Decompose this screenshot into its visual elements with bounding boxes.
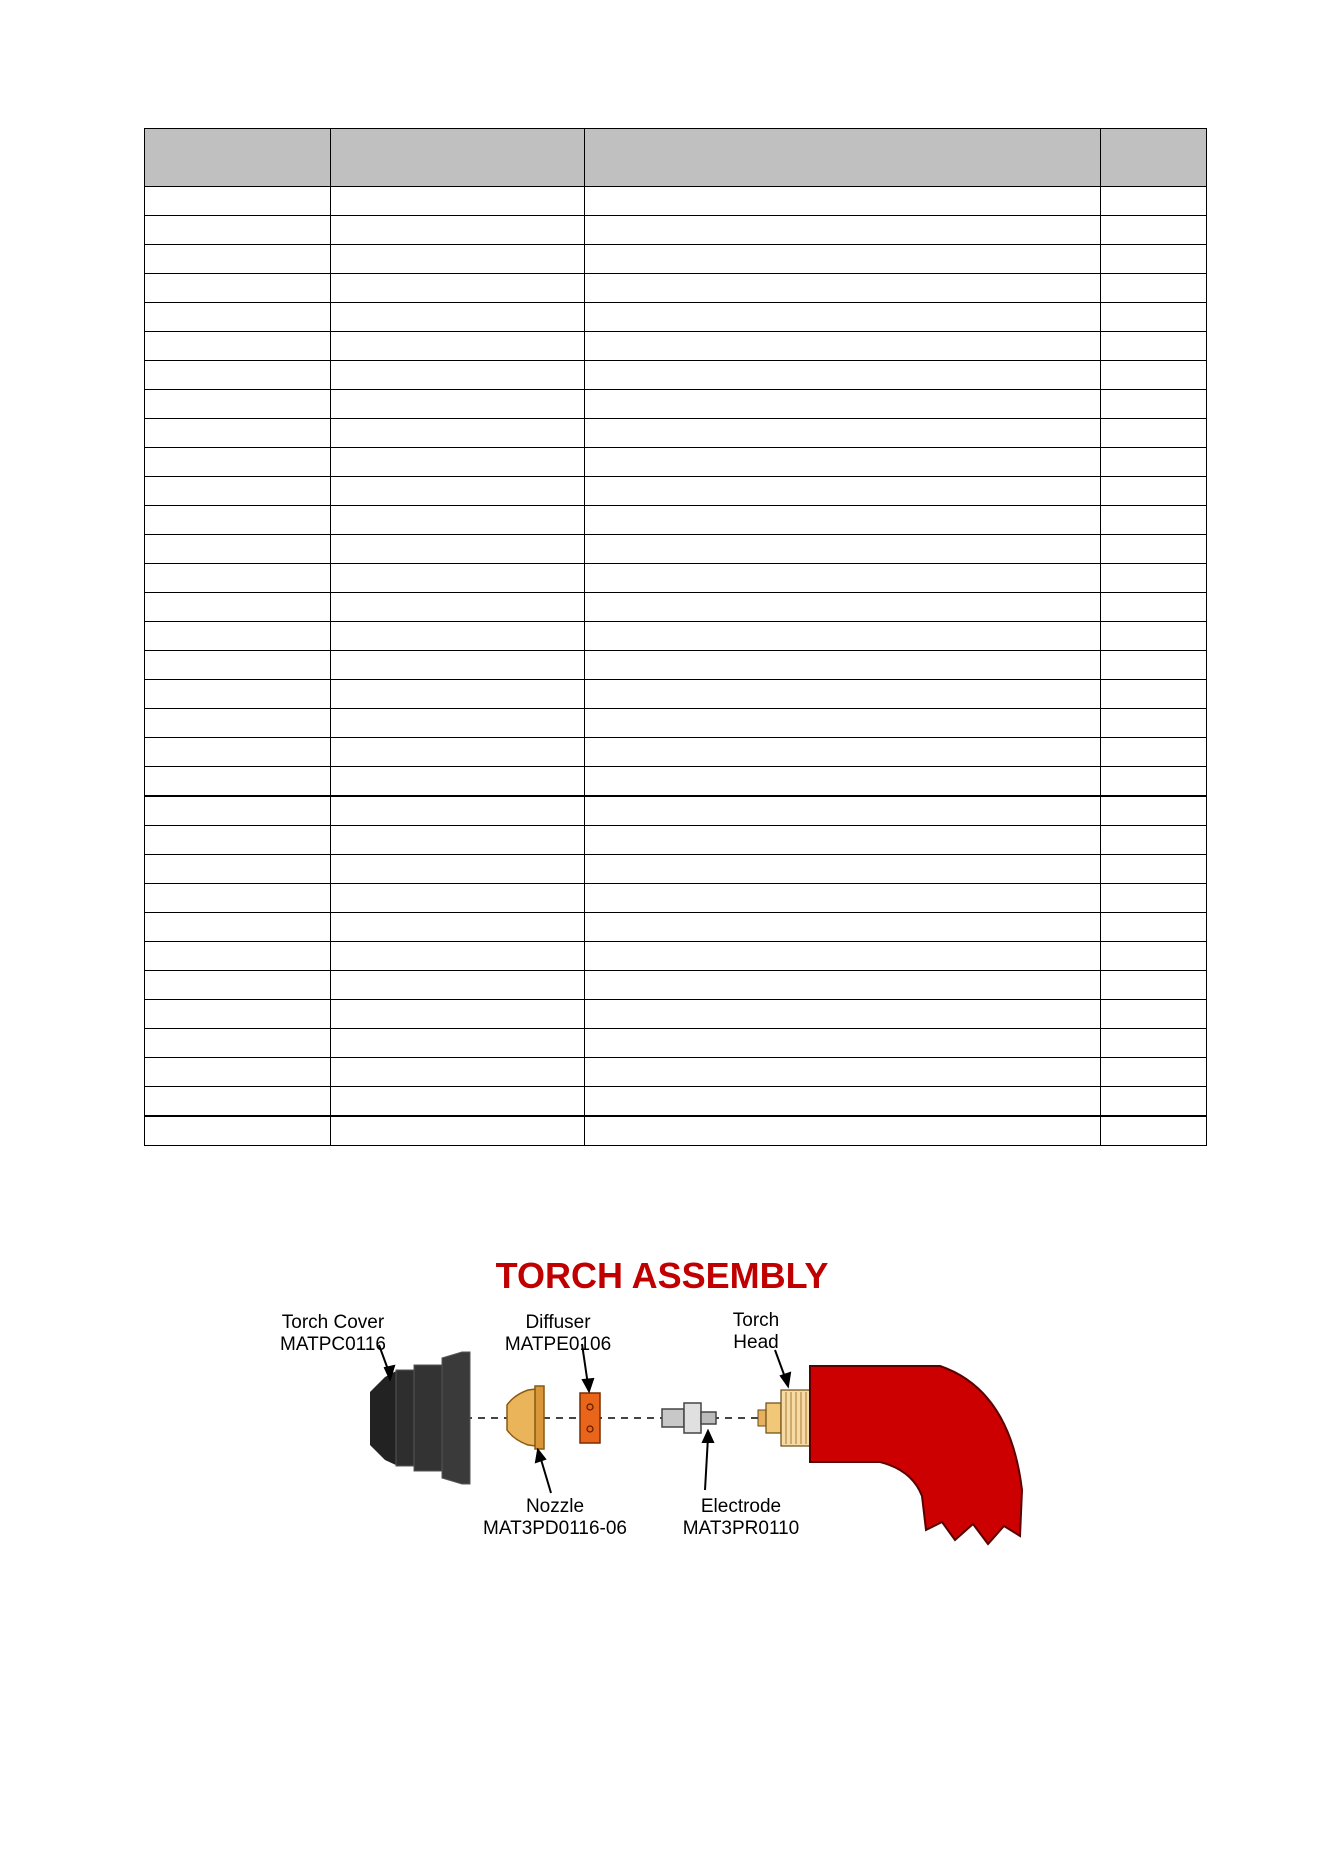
table-cell — [1101, 680, 1207, 709]
torch-assembly-diagram — [0, 1240, 1324, 1560]
table-cell — [1101, 187, 1207, 216]
table-cell — [585, 826, 1101, 855]
table-row — [145, 564, 1207, 593]
table-cell — [1101, 1087, 1207, 1117]
table-cell — [585, 477, 1101, 506]
table-row — [145, 477, 1207, 506]
table-cell — [1101, 419, 1207, 448]
table-cell — [331, 216, 585, 245]
table-cell — [331, 884, 585, 913]
table-cell — [145, 622, 331, 651]
table-cell — [585, 274, 1101, 303]
table-cell — [145, 913, 331, 942]
table-row — [145, 796, 1207, 826]
table-cell — [145, 680, 331, 709]
torch-head-part — [758, 1390, 811, 1446]
table-cell — [145, 477, 331, 506]
table-cell — [585, 796, 1101, 826]
table-cell — [585, 884, 1101, 913]
table-cell — [145, 187, 331, 216]
table-cell — [331, 680, 585, 709]
electrode-label: Electrode — [700, 1496, 782, 1517]
electrode-part — [662, 1403, 716, 1433]
table-cell — [1101, 767, 1207, 797]
table-cell — [1101, 303, 1207, 332]
table-row — [145, 303, 1207, 332]
table-row — [145, 651, 1207, 680]
table-cell — [585, 738, 1101, 767]
nozzle-part — [507, 1386, 544, 1449]
table-cell — [1101, 738, 1207, 767]
table-row — [145, 971, 1207, 1000]
table-cell — [331, 1058, 585, 1087]
table-cell — [145, 216, 331, 245]
table-row — [145, 535, 1207, 564]
table-cell — [585, 448, 1101, 477]
table-cell — [145, 419, 331, 448]
table-cell — [585, 651, 1101, 680]
torch-cover-part — [370, 1352, 470, 1484]
table-cell — [331, 477, 585, 506]
table-cell — [145, 1029, 331, 1058]
table-cell — [145, 332, 331, 361]
table-row — [145, 913, 1207, 942]
table-row — [145, 826, 1207, 855]
table-cell — [331, 506, 585, 535]
table-cell — [1101, 826, 1207, 855]
table-cell — [1101, 1000, 1207, 1029]
table-cell — [331, 245, 585, 274]
table-cell — [145, 1116, 331, 1146]
table-cell — [585, 855, 1101, 884]
table-cell — [145, 506, 331, 535]
table-cell — [145, 942, 331, 971]
table-cell — [585, 245, 1101, 274]
table-cell — [585, 332, 1101, 361]
table-cell — [585, 1087, 1101, 1117]
table-cell — [1101, 1116, 1207, 1146]
table-cell — [331, 187, 585, 216]
torch-head-label-line1: Torch — [732, 1310, 780, 1331]
table-cell — [331, 709, 585, 738]
column-header — [145, 129, 331, 187]
nozzle-label: Nozzle — [525, 1496, 585, 1517]
table-cell — [1101, 448, 1207, 477]
table-cell — [331, 361, 585, 390]
table-row — [145, 216, 1207, 245]
table-row — [145, 332, 1207, 361]
table-row — [145, 245, 1207, 274]
table-cell — [585, 390, 1101, 419]
table-row — [145, 622, 1207, 651]
table-cell — [585, 622, 1101, 651]
table-row — [145, 884, 1207, 913]
table-cell — [1101, 216, 1207, 245]
torch-cover-label: Torch Cover — [281, 1312, 385, 1333]
table-row — [145, 709, 1207, 738]
table-cell — [145, 738, 331, 767]
table-cell — [585, 361, 1101, 390]
table-cell — [145, 1058, 331, 1087]
table-cell — [585, 1116, 1101, 1146]
table-cell — [331, 593, 585, 622]
diffuser-part — [580, 1393, 600, 1443]
table-cell — [1101, 506, 1207, 535]
table-cell — [145, 361, 331, 390]
table-cell — [585, 1000, 1101, 1029]
table-cell — [585, 216, 1101, 245]
table-cell — [145, 796, 331, 826]
diffuser-code: MATPE0106 — [504, 1334, 612, 1355]
table-cell — [585, 709, 1101, 738]
table-cell — [145, 651, 331, 680]
table-cell — [145, 1087, 331, 1117]
table-cell — [145, 390, 331, 419]
table-cell — [331, 1116, 585, 1146]
table-cell — [585, 680, 1101, 709]
table-cell — [585, 913, 1101, 942]
table-cell — [585, 1029, 1101, 1058]
table-row — [145, 1087, 1207, 1117]
table-cell — [145, 448, 331, 477]
table-row — [145, 506, 1207, 535]
table-cell — [331, 564, 585, 593]
table-cell — [145, 767, 331, 797]
table-cell — [585, 564, 1101, 593]
table-cell — [145, 274, 331, 303]
table-header-row — [145, 129, 1207, 187]
table-cell — [1101, 855, 1207, 884]
table-row — [145, 390, 1207, 419]
table-cell — [331, 913, 585, 942]
table-cell — [331, 332, 585, 361]
table-cell — [1101, 564, 1207, 593]
table-cell — [145, 303, 331, 332]
table-cell — [331, 767, 585, 797]
table-cell — [145, 709, 331, 738]
table-cell — [1101, 971, 1207, 1000]
table-cell — [1101, 1058, 1207, 1087]
table-cell — [1101, 361, 1207, 390]
table-cell — [585, 767, 1101, 797]
table-row — [145, 448, 1207, 477]
table-cell — [585, 971, 1101, 1000]
table-cell — [1101, 332, 1207, 361]
table-cell — [331, 1087, 585, 1117]
table-row — [145, 419, 1207, 448]
table-cell — [331, 303, 585, 332]
table-cell — [585, 535, 1101, 564]
table-cell — [331, 738, 585, 767]
table-row — [145, 942, 1207, 971]
table-cell — [1101, 1029, 1207, 1058]
table-body — [145, 187, 1207, 1146]
table-cell — [585, 506, 1101, 535]
table-cell — [1101, 477, 1207, 506]
table-cell — [145, 884, 331, 913]
table-cell — [145, 855, 331, 884]
table-cell — [1101, 709, 1207, 738]
table-cell — [1101, 913, 1207, 942]
table-row — [145, 187, 1207, 216]
electrode-code: MAT3PR0110 — [682, 1518, 800, 1539]
table-cell — [1101, 245, 1207, 274]
table-cell — [585, 1058, 1101, 1087]
table-row — [145, 855, 1207, 884]
table-cell — [331, 390, 585, 419]
table-cell — [145, 593, 331, 622]
table-cell — [585, 593, 1101, 622]
table-cell — [331, 622, 585, 651]
diffuser-label: Diffuser — [525, 1312, 591, 1333]
table-row — [145, 1058, 1207, 1087]
table-cell — [145, 1000, 331, 1029]
nozzle-code: MAT3PD0116-06 — [483, 1518, 627, 1539]
column-header — [585, 129, 1101, 187]
table-cell — [331, 448, 585, 477]
table-cell — [145, 564, 331, 593]
table-cell — [1101, 796, 1207, 826]
table-row — [145, 593, 1207, 622]
table-row — [145, 1029, 1207, 1058]
torch-head-label-line2: Head — [733, 1332, 779, 1353]
table-cell — [331, 274, 585, 303]
column-header — [331, 129, 585, 187]
table-cell — [331, 855, 585, 884]
table-row — [145, 738, 1207, 767]
table-cell — [1101, 884, 1207, 913]
table-cell — [1101, 593, 1207, 622]
table-cell — [585, 187, 1101, 216]
table-cell — [145, 245, 331, 274]
table-cell — [1101, 535, 1207, 564]
table-row — [145, 1116, 1207, 1146]
table-cell — [145, 826, 331, 855]
table-row — [145, 1000, 1207, 1029]
table-cell — [1101, 651, 1207, 680]
table-row — [145, 767, 1207, 797]
table-row — [145, 274, 1207, 303]
table-cell — [1101, 942, 1207, 971]
diagram-title: TORCH ASSEMBLY — [495, 1255, 829, 1296]
table-cell — [1101, 274, 1207, 303]
table-cell — [331, 1029, 585, 1058]
table-cell — [331, 535, 585, 564]
table-cell — [1101, 390, 1207, 419]
table-cell — [331, 419, 585, 448]
table-cell — [331, 1000, 585, 1029]
torch-cover-code: MATPC0116 — [280, 1334, 386, 1355]
table-cell — [585, 419, 1101, 448]
table-cell — [585, 942, 1101, 971]
table-cell — [331, 942, 585, 971]
parts-table — [144, 128, 1207, 1146]
table-row — [145, 680, 1207, 709]
table-cell — [1101, 622, 1207, 651]
table-cell — [145, 971, 331, 1000]
table-cell — [331, 971, 585, 1000]
table-row — [145, 361, 1207, 390]
torch-body — [810, 1366, 1022, 1544]
table-cell — [585, 303, 1101, 332]
table-cell — [331, 826, 585, 855]
table-cell — [331, 651, 585, 680]
column-header — [1101, 129, 1207, 187]
table-cell — [145, 535, 331, 564]
table-cell — [331, 796, 585, 826]
